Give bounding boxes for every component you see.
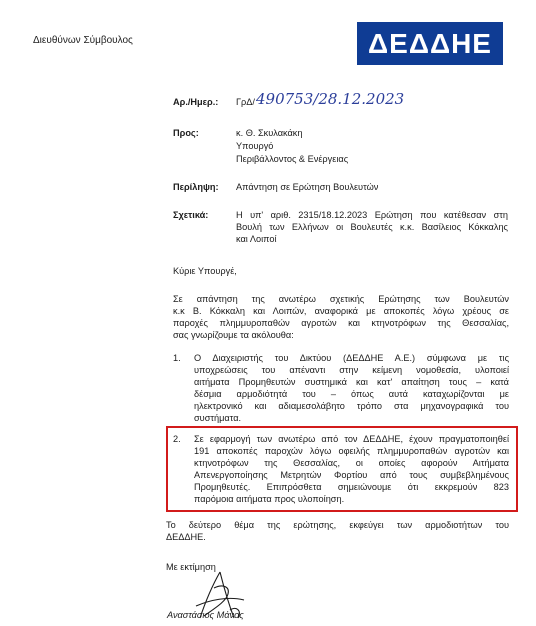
item2-line: παρόμοια αιτήματα προς υλοποίηση. <box>194 494 345 504</box>
to-line: κ. Θ. Σκυλακάκη <box>236 128 303 138</box>
regards: Με εκτίμηση <box>166 562 216 572</box>
item2-line: Απενεργοποίησης Μετρητών Φορτίου από τους συμβεβλημένους <box>194 470 509 480</box>
to-line: Υπουργό <box>236 141 274 151</box>
protocol-prefix: ΓρΔ/ <box>236 97 255 107</box>
reference-line: και Λοιποί <box>236 234 277 244</box>
protocol-handwritten: 490753/28.12.2023 <box>256 90 405 108</box>
closing-line: Το δεύτερο θέμα της ερώτησης, εκφεύγει των αρμοδιοτήτων του <box>166 520 509 530</box>
sender-title: Διευθύνων Σύμβουλος <box>33 35 133 46</box>
intro-line: Σε απάντηση της ανωτέρω σχετικής Ερώτησης των Βουλευτών <box>173 294 509 304</box>
company-logo <box>357 22 503 65</box>
item1-line: ηλεκτρονικό και αδιαμεσολάβητο τρόπο στα μηχανογραφικά του <box>194 401 509 411</box>
closing-line: ΔΕΔΔΗΕ. <box>166 532 206 542</box>
item2-line: κτηνοτρόφων της Θεσσαλίας, οι οποίες αφορούν Αιτήματα <box>194 458 509 468</box>
item-number: 1. <box>173 353 181 363</box>
item-number: 2. <box>173 434 181 444</box>
to-line: Περιβάλλοντος & Ενέργειας <box>236 154 349 164</box>
protocol-label: Αρ./Ημερ.: <box>173 97 219 107</box>
intro-line: σας γνωρίζουμε τα ακόλουθα: <box>173 330 294 340</box>
item2-line: Σε εφαρμογή των ανωτέρω από τον ΔΕΔΔΗΕ, έχουν πραγματοποιηθεί <box>194 434 509 444</box>
to-label: Προς: <box>173 128 199 138</box>
summary-label: Περίληψη: <box>173 182 219 192</box>
reference-line: Η υπ' αριθ. 2315/18.12.2023 Ερώτηση που κατέθεσαν στη <box>236 210 508 220</box>
item1-line: αιτήματα Προμηθευτών συστημικά και κατ' απαίτηση τους – κατά <box>194 377 509 387</box>
item2-line: Προμηθευτές. Επιπρόσθετα σημειώνουμε ότι εκκρεμούν 823 <box>194 482 509 492</box>
reference-line: Βουλή των Ελλήνων οι Βουλευτές κ.κ. Βασίλειος Κόκκαλης <box>236 222 508 232</box>
reference-label: Σχετικά: <box>173 210 209 220</box>
item1-line: υποχρεώσεις του απέναντι στην κείμενη νομοθεσία, υλοποιεί <box>194 365 509 375</box>
salutation: Κύριε Υπουργέ, <box>173 266 237 276</box>
item1-line: Ο Διαχειριστής του Δικτύου (ΔΕΔΔΗΕ Α.Ε.) σύμφωνα με τις <box>194 353 509 363</box>
intro-line: παροχές πλημμυροπαθών αγροτών και κτηνοτρόφων της Θεσσαλίας, <box>173 318 509 328</box>
summary-text: Απάντηση σε Ερώτηση Βουλευτών <box>236 182 379 192</box>
logo-text: ΔΕΔΔΗΕ <box>368 28 492 59</box>
item2-line: 191 αποκοπές παροχών λόγω οφειλής πλημμυροπαθών αγροτών και <box>194 446 509 456</box>
intro-line: κ.κ Β. Κόκκαλη και Λοιπών, αναφορικά με αποκοπές λόγω χρέους σε <box>173 306 509 316</box>
item1-line: συστήματα. <box>194 413 242 423</box>
signatory-name: Αναστάσιος Μάνος <box>167 610 244 620</box>
item1-line: δέσμια αρμοδιότητά του – όπως αυτά καταχωρίζονται με <box>194 389 509 399</box>
